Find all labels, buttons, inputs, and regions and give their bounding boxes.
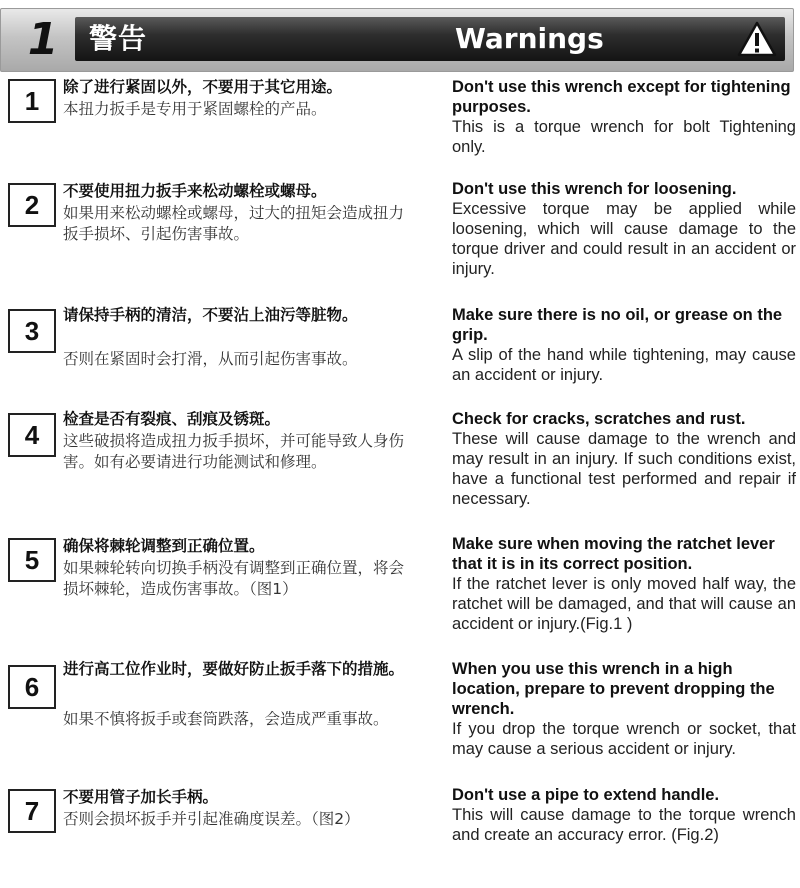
item-number-box: 6 xyxy=(8,665,56,709)
warning-triangle-icon xyxy=(737,21,777,57)
item-number-box: 7 xyxy=(8,789,56,833)
item-body-cn: 如果不慎将扳手或套筒跌落，会造成严重事故。 xyxy=(63,710,389,728)
item-body-en: If you drop the torque wrench or socket, that may cause a serious accident or injury. xyxy=(452,720,796,758)
item-body-en: These will cause damage to the wrench and may result in an injury. If such conditions exist, have a functional test performed and repair if necessary. xyxy=(452,430,796,508)
item-title-cn: 不要使用扭力扳手来松动螺栓或螺母。 xyxy=(63,182,327,200)
item-body-en: This is a torque wrench for bolt Tightening only. xyxy=(452,118,796,156)
item-body-cn: 如果棘轮转向切换手柄没有调整到正确位置，将会损坏棘轮，造成伤害事故。（图1） xyxy=(63,559,405,598)
item-body-en: Excessive torque may be applied while loosening, which will cause damage to the torque driver and could result in an accident or injury. xyxy=(452,200,796,278)
item-body-en: This will cause damage to the torque wrench and create an accuracy error. (Fig.2) xyxy=(452,806,796,844)
section-title-cn: 警告 xyxy=(89,22,148,55)
item-body-cn: 如果用来松动螺栓或螺母，过大的扭矩会造成扭力扳手损坏、引起伤害事故。 xyxy=(63,204,405,243)
item-title-en: Make sure there is no oil, or grease on the grip. xyxy=(452,306,783,344)
item-title-cn: 进行高工位作业时，要做好防止扳手落下的措施。 xyxy=(63,660,405,678)
item-title-cn: 除了进行紧固以外，不要用于其它用途。 xyxy=(63,78,343,96)
item-title-en: Check for cracks, scratches and rust. xyxy=(452,410,746,428)
item-title-en: Make sure when moving the ratchet lever that it is in its correct position. xyxy=(452,535,775,573)
item-number-box: 1 xyxy=(8,79,56,123)
item-title-cn: 确保将棘轮调整到正确位置。 xyxy=(63,537,265,555)
item-title-cn: 请保持手柄的清洁，不要沾上油污等脏物。 xyxy=(63,306,358,324)
item-body-cn: 否则在紧固时会打滑，从而引起伤害事故。 xyxy=(63,350,358,368)
item-title-cn: 检查是否有裂痕、刮痕及锈斑。 xyxy=(63,410,281,428)
header-bar xyxy=(75,17,785,61)
section-number: 1 xyxy=(27,14,59,65)
item-number-box: 5 xyxy=(8,538,56,582)
item-title-en: Don't use this wrench for loosening. xyxy=(452,180,737,198)
item-body-cn: 本扭力扳手是专用于紧固螺栓的产品。 xyxy=(63,100,327,118)
section-title-en: Warnings xyxy=(455,22,604,55)
item-title-en: Don't use a pipe to extend handle. xyxy=(452,786,720,804)
item-body-en: If the ratchet lever is only moved half way, the ratchet will be damaged, and that will cause an accident or injury.(Fig.1 ) xyxy=(452,575,796,633)
item-number-box: 3 xyxy=(8,309,56,353)
item-body-cn: 否则会损坏扳手并引起准确度误差。（图2） xyxy=(63,810,360,828)
section-header xyxy=(0,8,794,72)
item-title-en: When you use this wrench in a high location, prepare to prevent dropping the wrench. xyxy=(452,660,775,718)
item-number-box: 4 xyxy=(8,413,56,457)
item-title-cn: 不要用管子加长手柄。 xyxy=(63,788,219,806)
item-body-cn: 这些破损将造成扭力扳手损坏，并可能导致人身伤害。如有必要请进行功能测试和修理。 xyxy=(63,432,405,471)
item-body-en: A slip of the hand while tightening, may cause an accident or injury. xyxy=(452,346,796,384)
item-number-box: 2 xyxy=(8,183,56,227)
item-title-en: Don't use this wrench except for tightening purposes. xyxy=(452,78,791,116)
